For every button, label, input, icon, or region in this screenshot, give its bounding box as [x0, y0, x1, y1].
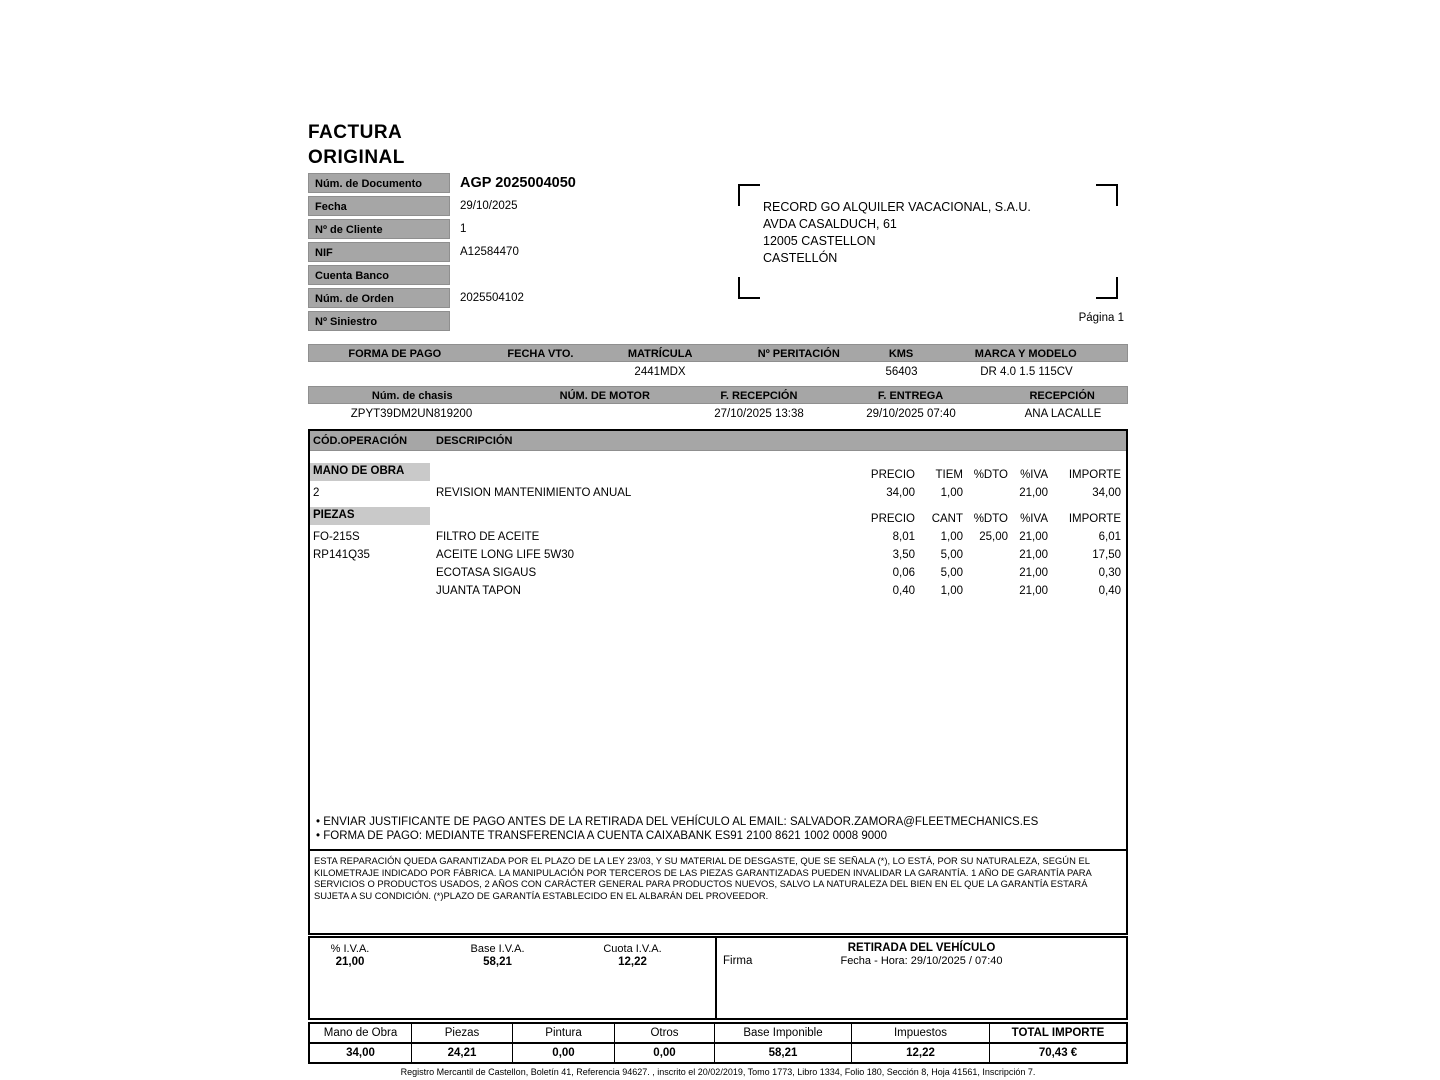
col-matricula: MATRÍCULA — [627, 348, 693, 360]
peritacion-value — [720, 362, 878, 383]
labor-row-desc: REVISION MANTENIMIENTO ANUAL — [436, 487, 632, 499]
labor-section-label: MANO DE OBRA — [310, 463, 430, 481]
nif-value: A12584470 — [460, 246, 519, 258]
iva-summary — [310, 938, 717, 1018]
iva-cuota-col — [575, 943, 690, 968]
parts-row-precio: 3,50 — [892, 549, 915, 561]
matricula-value: 2441MDX — [634, 366, 686, 378]
registry-footer: Registro Mercantil de Castellon, Boletín 41, Referencia 94627. , inscrito el 20/02/2019, Tomo 1773, Libro 1334, Folio 180, Sección 8, Hoja 41561, Inscripción 7. — [400, 1067, 1036, 1077]
title-line-2: ORIGINAL — [308, 147, 405, 168]
parts-row-precio: 8,01 — [892, 531, 915, 543]
parts-row-cant: 5,00 — [940, 549, 963, 561]
mano-de-obra-total: 34,00 — [310, 1044, 412, 1062]
pintura-total: 0,00 — [513, 1044, 615, 1062]
parts-row-importe: 0,40 — [1098, 585, 1121, 597]
detail-header-bar — [310, 431, 1126, 451]
doc-info-label: Núm. de Orden — [308, 288, 450, 308]
parts-row — [310, 545, 1126, 563]
parts-row-importe: 0,30 — [1098, 567, 1121, 579]
col-marca-modelo: MARCA Y MODELO — [974, 348, 1077, 360]
payment-values-row — [308, 362, 1128, 383]
f-recepcion-value: 27/10/2025 13:38 — [714, 408, 804, 420]
labor-row-precio: 34,00 — [886, 487, 915, 499]
parts-row-precio: 0,06 — [892, 567, 915, 579]
bracket-top-right — [1096, 184, 1118, 206]
parts-row-iva: 21,00 — [1019, 585, 1048, 597]
parts-row-cant: 1,00 — [940, 531, 963, 543]
parts-row — [310, 563, 1126, 581]
doc-info-label: Cuenta Banco — [308, 265, 450, 285]
parts-col-cant: CANT — [931, 513, 963, 525]
legal-divider — [310, 849, 1126, 851]
detail-box — [308, 429, 1128, 935]
parts-row-iva: 21,00 — [1019, 549, 1048, 561]
kms-value: 56403 — [885, 366, 918, 378]
pickup-datetime: Fecha - Hora: 29/10/2025 / 07:40 — [840, 955, 1003, 967]
bracket-top-left — [738, 184, 760, 206]
col-peritacion: Nº PERITACIÓN — [757, 348, 840, 360]
vehicle-pickup-section — [717, 938, 1126, 1018]
invoice-document — [308, 120, 1128, 1077]
labor-col-precio: PRECIO — [870, 469, 915, 481]
note-transfer: • FORMA DE PAGO: MEDIANTE TRANSFERENCIA A CUENTA CAIXABANK ES91 2100 8621 1002 0008 9000 — [316, 830, 887, 842]
col-f-recepcion: F. RECEPCIÓN — [720, 390, 798, 402]
payment-notes — [310, 815, 1126, 847]
col-total-importe: TOTAL IMPORTE — [1011, 1027, 1105, 1039]
parts-col-precio: PRECIO — [870, 513, 915, 525]
iva-percent-col — [310, 943, 390, 968]
signature-label: Firma — [723, 955, 753, 967]
chassis-header-bar — [308, 386, 1128, 404]
labor-col-importe: IMPORTE — [1068, 469, 1121, 481]
totals-header-row — [310, 1024, 1126, 1044]
parts-col-iva: %IVA — [1020, 513, 1048, 525]
col-cod-operacion: CÓD.OPERACIÓN — [313, 435, 408, 447]
iva-base-label: Base I.V.A. — [470, 943, 525, 955]
doc-date-value: 29/10/2025 — [460, 200, 518, 212]
col-piezas: Piezas — [412, 1024, 513, 1042]
parts-row-desc: ACEITE LONG LIFE 5W30 — [436, 549, 575, 561]
doc-info-label: Fecha — [308, 196, 450, 216]
page-number: Página 1 — [1078, 312, 1124, 324]
labor-row-iva: 21,00 — [1019, 487, 1048, 499]
labor-col-tiem: TIEM — [935, 469, 963, 481]
col-forma-de-pago: FORMA DE PAGO — [348, 348, 442, 360]
parts-row-dto: 25,00 — [979, 531, 1008, 543]
totals-table — [308, 1022, 1128, 1064]
pickup-title: RETIRADA DEL VEHÍCULO — [847, 942, 996, 954]
col-recepcion: RECEPCIÓN — [1029, 390, 1095, 402]
recipient-street: AVDA CASALDUCH, 61 — [763, 217, 897, 231]
parts-row-importe: 17,50 — [1092, 549, 1121, 561]
parts-row-desc: FILTRO DE ACEITE — [436, 531, 540, 543]
iva-percent-label: % I.V.A. — [330, 943, 370, 955]
recipient-name: RECORD GO ALQUILER VACACIONAL, S.A.U. — [763, 200, 1031, 214]
col-num-chasis: Núm. de chasis — [371, 390, 453, 402]
doc-info-label: Nº Siniestro — [308, 311, 450, 331]
num-motor-value — [515, 404, 694, 425]
parts-row-code: FO-215S — [313, 531, 360, 543]
col-impuestos: Impuestos — [852, 1024, 990, 1042]
parts-col-importe: IMPORTE — [1068, 513, 1121, 525]
iva-percent-value: 21,00 — [335, 956, 365, 968]
labor-row — [310, 483, 1126, 501]
title-line-1: FACTURA — [308, 122, 403, 143]
client-number-value: 1 — [460, 223, 467, 235]
col-otros: Otros — [615, 1024, 715, 1042]
parts-row-iva: 21,00 — [1019, 531, 1048, 543]
col-descripcion: DESCRIPCIÓN — [436, 435, 513, 447]
bracket-bottom-right — [1096, 277, 1118, 299]
parts-col-dto: %DTO — [973, 513, 1008, 525]
iva-cuota-value: 12,22 — [618, 956, 647, 968]
parts-section-header — [310, 509, 1126, 527]
marca-modelo-value: DR 4.0 1.5 115CV — [980, 366, 1073, 378]
bank-account-value — [450, 265, 460, 285]
parts-row — [310, 581, 1126, 599]
labor-col-dto: %DTO — [973, 469, 1008, 481]
base-imponible-total: 58,21 — [715, 1044, 852, 1062]
col-pintura: Pintura — [513, 1024, 615, 1042]
f-entrega-value: 29/10/2025 07:40 — [866, 408, 956, 420]
parts-section-label: PIEZAS — [310, 507, 430, 525]
forma-de-pago-value — [308, 362, 480, 383]
parts-row-importe: 6,01 — [1098, 531, 1121, 543]
recepcion-value: ANA LACALLE — [1024, 408, 1102, 420]
parts-row-cant: 1,00 — [940, 585, 963, 597]
num-chasis-value: ZPYT39DM2UN819200 — [350, 408, 473, 420]
parts-row-iva: 21,00 — [1019, 567, 1048, 579]
col-base-imponible: Base Imponible — [715, 1024, 852, 1042]
bracket-bottom-left — [738, 277, 760, 299]
col-kms: KMS — [888, 348, 914, 360]
iva-cuota-label: Cuota I.V.A. — [603, 943, 662, 955]
warranty-legal-text: ESTA REPARACIÓN QUEDA GARANTIZADA POR EL PLAZO DE LA LEY 23/03, Y SU MATERIAL DE DESGASTE, QUE SE SEÑALA (*), LO ESTÁ, POR SU NATURALEZA, SEGÚN EL KILOMETRAJE INDICADO POR FÁBRICA. LA MANIPULACIÓN POR TERCEROS DE LAS PIEZAS GARANTIZADAS PUEDEN INVALIDAR LA GARANTÍA. 1 AÑO DE GARANTÍA PARA SERVICIOS O PRODUCTOS USADOS, 2 AÑOS CON CARÁCTER GENERAL PARA PRODUCTOS NUEVOS, SALVO LA NATURALEZA DEL BIEN EN EL QUE LA GARANTÍA ESTARÁ SUJETA A SU CONDICIÓN. (*)PLAZO DE GARANTÍA ESTABLECIDO EN EL ALBARÁN DEL PROVEEDOR. — [314, 855, 1092, 901]
recipient-province: CASTELLÓN — [763, 251, 838, 265]
recipient-postal-city: 12005 CASTELLON — [763, 234, 876, 248]
parts-row-precio: 0,40 — [892, 585, 915, 597]
col-mano-de-obra: Mano de Obra — [310, 1024, 412, 1042]
recipient-address-block — [738, 184, 1118, 299]
col-f-entrega: F. ENTREGA — [877, 390, 944, 402]
parts-row — [310, 527, 1126, 545]
note-email: • ENVIAR JUSTIFICANTE DE PAGO ANTES DE LA RETIRADA DEL VEHÍCULO AL EMAIL: SALVADOR.ZAMORA@FLEETMECHANICS.ES — [316, 816, 1039, 828]
order-number-value: 2025504102 — [460, 292, 524, 304]
claim-number-value — [450, 311, 460, 331]
iva-summary-box — [308, 936, 1128, 1020]
iva-base-value: 58,21 — [483, 956, 512, 968]
document-title — [308, 120, 1128, 170]
total-importe-value: 70,43 € — [1038, 1047, 1078, 1059]
iva-base-col — [420, 943, 575, 968]
piezas-total: 24,21 — [412, 1044, 513, 1062]
labor-col-iva: %IVA — [1020, 469, 1048, 481]
doc-info-label: Nº de Cliente — [308, 219, 450, 239]
labor-row-code: 2 — [313, 487, 320, 499]
labor-row-importe: 34,00 — [1092, 487, 1121, 499]
chassis-values-row — [308, 404, 1128, 425]
doc-info-row — [308, 311, 1128, 331]
otros-total: 0,00 — [615, 1044, 715, 1062]
payment-header-bar — [308, 344, 1128, 362]
fecha-vto-value — [480, 362, 600, 383]
parts-row-desc: ECOTASA SIGAUS — [436, 567, 537, 579]
doc-info-label: NIF — [308, 242, 450, 262]
doc-info-label: Núm. de Documento — [308, 173, 450, 193]
impuestos-total: 12,22 — [852, 1044, 990, 1062]
col-num-motor: NÚM. DE MOTOR — [559, 390, 650, 402]
doc-number-value: AGP 2025004050 — [460, 175, 576, 191]
totals-values-row — [310, 1044, 1126, 1062]
parts-row-cant: 5,00 — [940, 567, 963, 579]
col-fecha-vto: FECHA VTO. — [507, 348, 574, 360]
labor-section-header — [310, 465, 1126, 483]
parts-row-desc: JUANTA TAPON — [436, 585, 521, 597]
parts-row-code: RP141Q35 — [313, 549, 370, 561]
labor-row-tiem: 1,00 — [940, 487, 963, 499]
